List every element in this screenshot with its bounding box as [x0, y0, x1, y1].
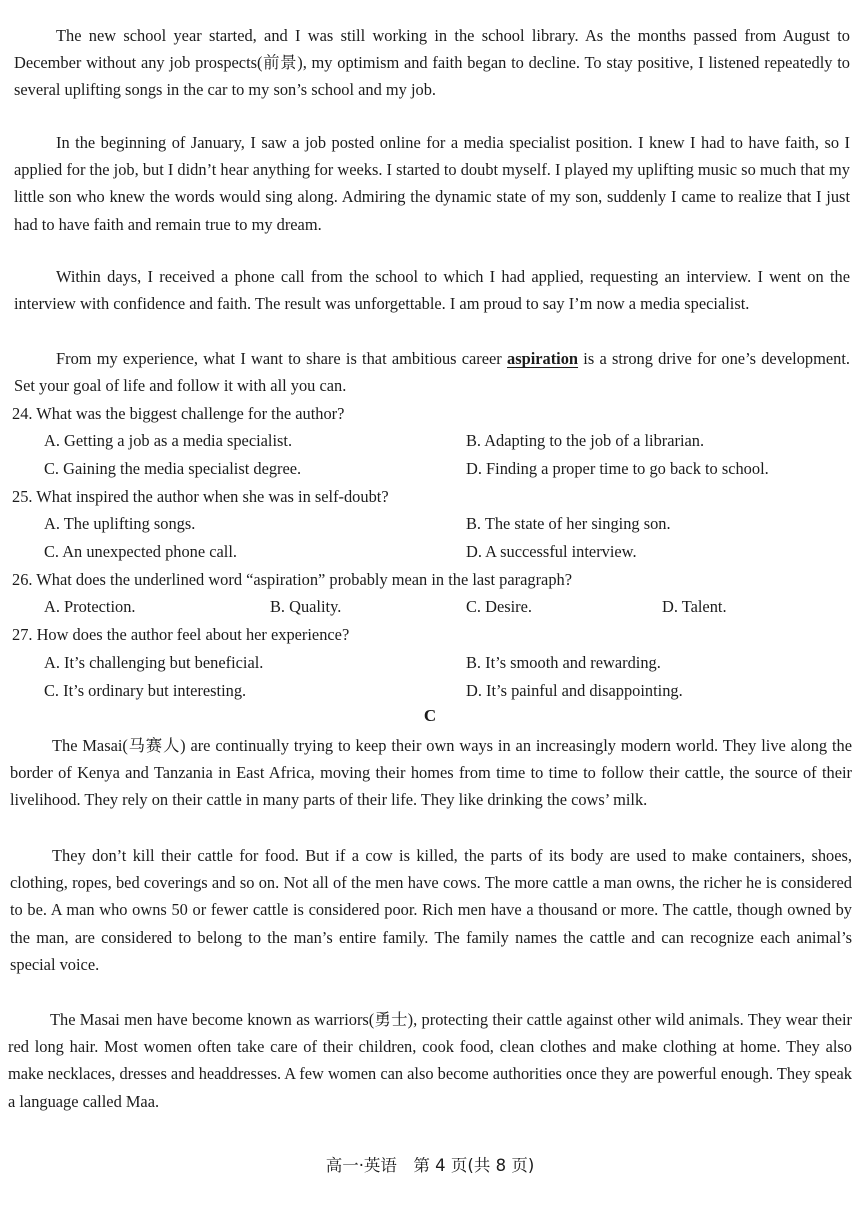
- passage-b-paragraph-4: [14, 345, 850, 399]
- q27-option-d[interactable]: D. It’s painful and disappointing.: [466, 681, 683, 700]
- page-footer: 高一·英语 第 4 页(共 8 页): [325, 1156, 535, 1175]
- q27-option-b[interactable]: B. It’s smooth and rewarding.: [466, 653, 661, 672]
- q25-option-a[interactable]: A. The uplifting songs.: [44, 514, 196, 533]
- passage-c-paragraph-3: The Masai men have become known as warriors(勇士), protecting their cattle against other wild animals. They wear their red long hair. Most women often take care of their children, cook food, clean clothes and make clothing at home. They also make necklaces, dresses and headdresses. A few women can also become authorities once they are powerful enough. They speak a language called Maa.: [8, 1010, 852, 1111]
- passage-c-paragraph-1: The Masai(马赛人) are continually trying to keep their own ways in an increasingly modern world. They live along the border of Kenya and Tanzania in East Africa, moving their homes from time to time to follow their cattle, the source of their livelihood. They rely on their cattle in many parts of their life. They like drinking the cows’ milk.: [10, 736, 852, 810]
- paragraph-4-before: From my experience, what I want to share is that ambitious career: [56, 349, 507, 368]
- q26-option-a[interactable]: A. Protection.: [44, 597, 136, 616]
- question-25: 25. What inspired the author when she was in self-doubt?: [12, 487, 389, 506]
- q26-option-c[interactable]: C. Desire.: [466, 597, 533, 616]
- passage-b-paragraph-1: The new school year started, and I was still working in the school library. As the months passed from August to December without any job prospects(前景), my optimism and faith began to decline. To stay positive, I listened repeatedly to several uplifting songs in the car to my son’s school and my job.: [14, 26, 850, 100]
- paragraph-4-after: is a strong drive for one’s development. Set your goal of life and follow it with all you can.: [14, 349, 850, 396]
- q25-option-b[interactable]: B. The state of her singing son.: [466, 514, 671, 533]
- question-24: 24. What was the biggest challenge for the author?: [12, 404, 345, 423]
- q26-option-d[interactable]: D. Talent.: [662, 597, 727, 616]
- q26-option-b[interactable]: B. Quality.: [270, 597, 342, 616]
- q27-option-c[interactable]: C. It’s ordinary but interesting.: [44, 681, 247, 700]
- q27-option-a[interactable]: A. It’s challenging but beneficial.: [44, 653, 264, 672]
- passage-b-paragraph-3: Within days, I received a phone call from the school to which I had applied, requesting an interview. I went on the interview with confidence and faith. The result was unforgettable. I am proud to say I’m now a media specialist.: [14, 267, 850, 314]
- passage-c-paragraph-2: They don’t kill their cattle for food. But if a cow is killed, the parts of its body are used to make containers, shoes, clothing, ropes, bed coverings and so on. Not all of the men have cows. The more cattle a man owns, the richer he is considered to be. A man who owns 50 or fewer cattle is considered poor. Rich men have a thousand or more. The cattle, though owned by the man, are considered to belong to the man’s entire family. The family names the cattle and can recognize each animal’s special voice.: [10, 846, 852, 974]
- q25-option-c[interactable]: C. An unexpected phone call.: [44, 542, 237, 561]
- question-26: 26. What does the underlined word “aspiration” probably mean in the last paragraph?: [12, 570, 572, 589]
- section-c-heading: C: [423, 706, 437, 725]
- q24-option-b[interactable]: B. Adapting to the job of a librarian.: [466, 431, 705, 450]
- q24-option-c[interactable]: C. Gaining the media specialist degree.: [44, 459, 302, 478]
- question-27: 27. How does the author feel about her experience?: [12, 625, 350, 644]
- underlined-word: aspiration: [507, 349, 579, 368]
- q24-option-a[interactable]: A. Getting a job as a media specialist.: [44, 431, 293, 450]
- q24-option-d[interactable]: D. Finding a proper time to go back to school.: [466, 459, 769, 478]
- q25-option-d[interactable]: D. A successful interview.: [466, 542, 637, 561]
- passage-b-paragraph-2: In the beginning of January, I saw a job posted online for a media specialist position. I knew I had to have faith, so I applied for the job, but I didn’t hear anything for weeks. I started to doubt myself. I played my uplifting music so much that my little son who knew the words would sing along. Admiring the dynamic state of my son, suddenly I came to realize that I just had to have faith and remain true to my dream.: [14, 133, 850, 234]
